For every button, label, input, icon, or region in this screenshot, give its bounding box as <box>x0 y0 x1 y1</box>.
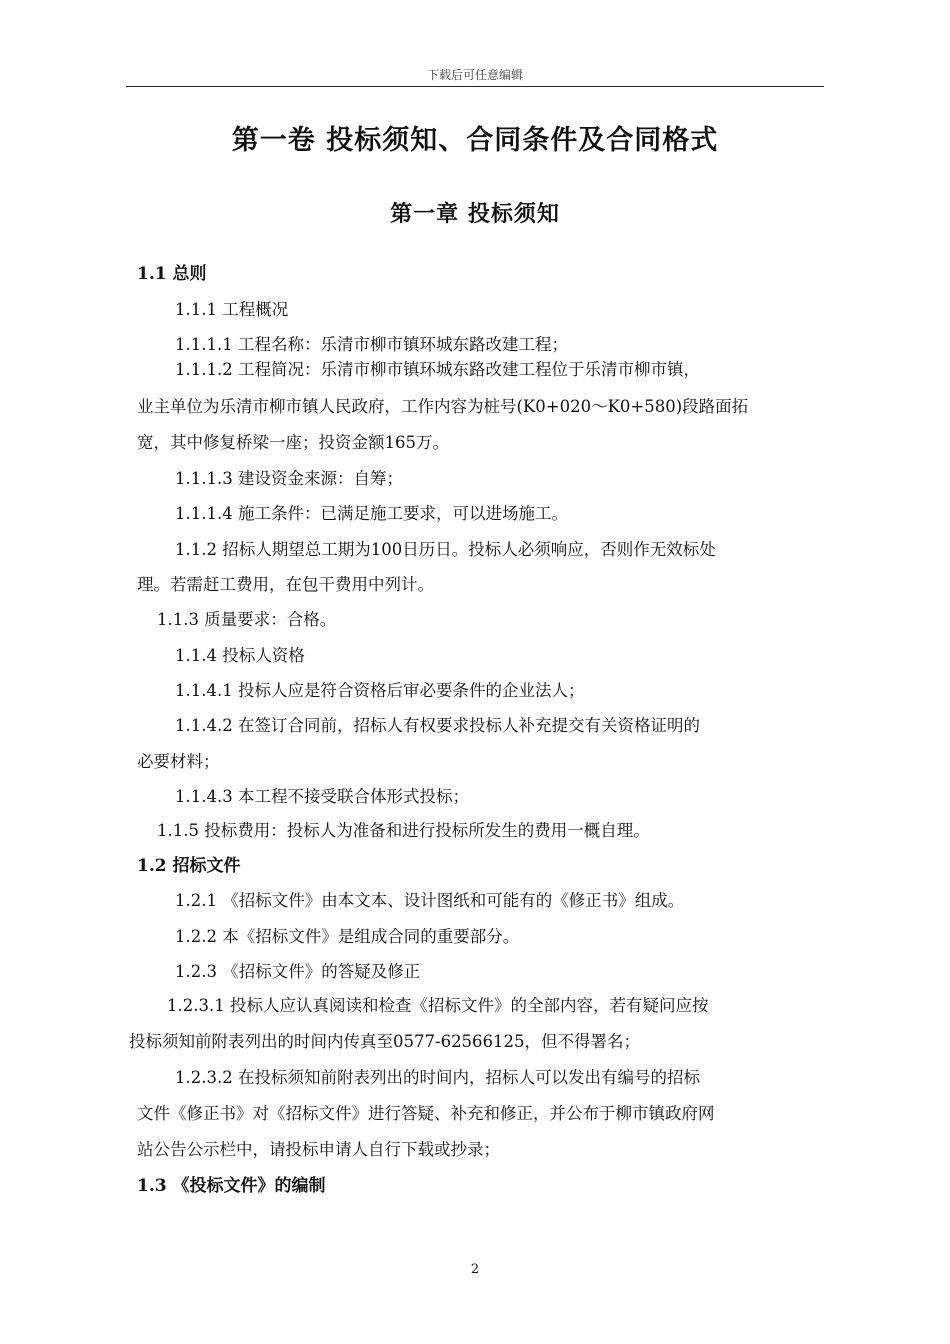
section-heading: 1.3 《投标文件》的编制 <box>137 1176 326 1196</box>
paragraph-line: 宽，其中修复桥梁一座；投资金额165万。 <box>137 433 449 452</box>
paragraph-line: 1.1.1 工程概况 <box>175 300 289 319</box>
paragraph-line: 必要材料； <box>137 752 220 771</box>
paragraph-line: 站公告公示栏中，请投标申请人自行下载或抄录； <box>137 1140 500 1159</box>
paragraph-line: 1.2.3 《招标文件》的答疑及修正 <box>175 962 421 981</box>
paragraph-line: 1.1.1.1 工程名称：乐清市柳市镇环城东路改建工程； <box>175 335 568 354</box>
paragraph-line: 业主单位为乐清市柳市镇人民政府，工作内容为桩号(K0+020～K0+580)段路面拓 <box>137 397 749 416</box>
paragraph-line: 投标须知前附表列出的时间内传真至0577-62566125，但不得署名； <box>129 1032 641 1051</box>
paragraph-line: 1.1.1.4 施工条件：已满足施工要求，可以进场施工。 <box>175 504 568 523</box>
paragraph-line: 1.1.4.2 在签订合同前，招标人有权要求投标人补充提交有关资格证明的 <box>175 716 700 735</box>
paragraph-line: 1.1.4.3 本工程不接受联合体形式投标； <box>175 787 469 806</box>
section-heading: 1.2 招标文件 <box>137 856 241 876</box>
paragraph-line: 1.1.5 投标费用：投标人为准备和进行投标所发生的费用一概自理。 <box>157 821 650 840</box>
page-number: 2 <box>470 1262 480 1277</box>
volume-title: 第一卷 投标须知、合同条件及合同格式 <box>231 125 719 156</box>
paragraph-line: 1.2.1 《招标文件》由本文本、设计图纸和可能有的《修正书》组成。 <box>175 891 685 910</box>
chapter-title: 第一章 投标须知 <box>390 201 560 227</box>
paragraph-line: 1.1.3 质量要求：合格。 <box>157 610 337 629</box>
page-header: 下载后可任意编辑 <box>426 68 523 82</box>
header-rule <box>126 86 824 87</box>
paragraph-line: 1.2.3.2 在投标须知前附表列出的时间内，招标人可以发出有编号的招标 <box>175 1068 700 1087</box>
section-heading: 1.1 总则 <box>137 264 207 284</box>
paragraph-line: 理。若需赶工费用，在包干费用中列计。 <box>137 575 434 594</box>
paragraph-line: 1.1.4 投标人资格 <box>175 646 305 665</box>
paragraph-line: 1.1.1.3 建设资金来源：自筹； <box>175 469 403 488</box>
paragraph-line: 1.1.1.2 工程简况：乐清市柳市镇环城东路改建工程位于乐清市柳市镇， <box>175 360 700 379</box>
paragraph-line: 1.1.4.1 投标人应是符合资格后审必要条件的企业法人； <box>175 681 585 700</box>
paragraph-line: 文件《修正书》对《招标文件》进行答疑、补充和修正，并公布于柳市镇政府网 <box>137 1104 715 1123</box>
paragraph-line: 1.2.2 本《招标文件》是组成合同的重要部分。 <box>175 927 520 946</box>
paragraph-line: 1.2.3.1 投标人应认真阅读和检查《招标文件》的全部内容，若有疑问应按 <box>167 996 709 1015</box>
paragraph-line: 1.1.2 招标人期望总工期为100日历日。投标人必须响应，否则作无效标处 <box>175 540 716 559</box>
